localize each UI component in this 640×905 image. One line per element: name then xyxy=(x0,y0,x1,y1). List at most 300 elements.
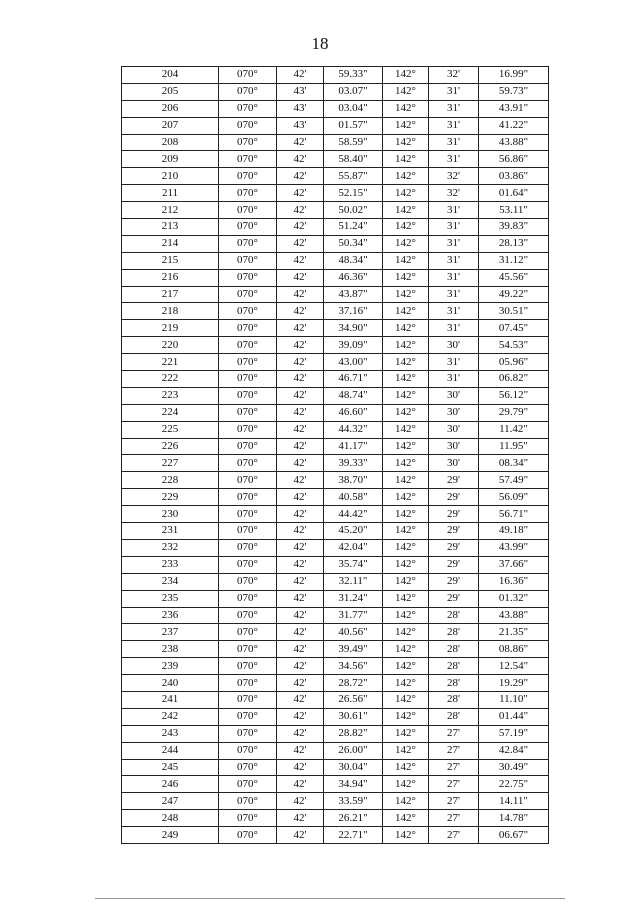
lat-minutes-cell: 42' xyxy=(277,320,324,337)
lat-seconds-cell: 46.71" xyxy=(324,371,383,388)
lon-seconds-cell: 57.19" xyxy=(479,725,549,742)
lon-minutes-cell: 29' xyxy=(429,539,479,556)
lon-degrees-cell: 142° xyxy=(383,421,429,438)
lat-seconds-cell: 30.61" xyxy=(324,708,383,725)
lat-seconds-cell: 46.60" xyxy=(324,404,383,421)
point-number-cell: 206 xyxy=(122,100,219,117)
lon-minutes-cell: 31' xyxy=(429,202,479,219)
table-row xyxy=(122,117,549,134)
table-row xyxy=(122,691,549,708)
lon-seconds-cell: 01.32" xyxy=(479,590,549,607)
lon-degrees-cell: 142° xyxy=(383,776,429,793)
lat-minutes-cell: 42' xyxy=(277,371,324,388)
lat-seconds-cell: 59.33" xyxy=(324,67,383,84)
lat-seconds-cell: 40.56" xyxy=(324,624,383,641)
lat-minutes-cell: 42' xyxy=(277,641,324,658)
lon-degrees-cell: 142° xyxy=(383,573,429,590)
lat-seconds-cell: 30.04" xyxy=(324,759,383,776)
lon-degrees-cell: 142° xyxy=(383,658,429,675)
lon-minutes-cell: 27' xyxy=(429,759,479,776)
point-number-cell: 214 xyxy=(122,235,219,252)
lat-seconds-cell: 51.24" xyxy=(324,219,383,236)
lon-seconds-cell: 53.11" xyxy=(479,202,549,219)
lat-seconds-cell: 34.56" xyxy=(324,658,383,675)
lat-degrees-cell: 070° xyxy=(219,252,277,269)
lat-degrees-cell: 070° xyxy=(219,691,277,708)
lat-degrees-cell: 070° xyxy=(219,354,277,371)
lon-minutes-cell: 31' xyxy=(429,320,479,337)
lat-degrees-cell: 070° xyxy=(219,523,277,540)
lon-minutes-cell: 29' xyxy=(429,523,479,540)
point-number-cell: 231 xyxy=(122,523,219,540)
lat-minutes-cell: 42' xyxy=(277,725,324,742)
lat-minutes-cell: 42' xyxy=(277,185,324,202)
lat-minutes-cell: 42' xyxy=(277,810,324,827)
table-row xyxy=(122,100,549,117)
lat-seconds-cell: 41.17" xyxy=(324,438,383,455)
lon-degrees-cell: 142° xyxy=(383,725,429,742)
lat-minutes-cell: 42' xyxy=(277,404,324,421)
table-row xyxy=(122,675,549,692)
lat-minutes-cell: 42' xyxy=(277,151,324,168)
point-number-cell: 240 xyxy=(122,675,219,692)
lon-degrees-cell: 142° xyxy=(383,387,429,404)
lat-degrees-cell: 070° xyxy=(219,269,277,286)
point-number-cell: 223 xyxy=(122,387,219,404)
lat-minutes-cell: 42' xyxy=(277,286,324,303)
lat-minutes-cell: 42' xyxy=(277,742,324,759)
lat-degrees-cell: 070° xyxy=(219,100,277,117)
lat-minutes-cell: 42' xyxy=(277,421,324,438)
lon-seconds-cell: 16.36" xyxy=(479,573,549,590)
point-number-cell: 211 xyxy=(122,185,219,202)
point-number-cell: 212 xyxy=(122,202,219,219)
lat-minutes-cell: 42' xyxy=(277,235,324,252)
lat-minutes-cell: 42' xyxy=(277,168,324,185)
lat-minutes-cell: 42' xyxy=(277,691,324,708)
lat-minutes-cell: 42' xyxy=(277,337,324,354)
coordinates-table xyxy=(121,66,549,844)
point-number-cell: 227 xyxy=(122,455,219,472)
lon-degrees-cell: 142° xyxy=(383,641,429,658)
lat-degrees-cell: 070° xyxy=(219,337,277,354)
table-row xyxy=(122,539,549,556)
table-row xyxy=(122,269,549,286)
lon-degrees-cell: 142° xyxy=(383,472,429,489)
lat-degrees-cell: 070° xyxy=(219,776,277,793)
point-number-cell: 219 xyxy=(122,320,219,337)
point-number-cell: 217 xyxy=(122,286,219,303)
point-number-cell: 210 xyxy=(122,168,219,185)
lon-degrees-cell: 142° xyxy=(383,675,429,692)
lat-minutes-cell: 42' xyxy=(277,134,324,151)
lat-minutes-cell: 42' xyxy=(277,590,324,607)
lat-degrees-cell: 070° xyxy=(219,708,277,725)
lat-degrees-cell: 070° xyxy=(219,168,277,185)
lat-degrees-cell: 070° xyxy=(219,371,277,388)
lat-minutes-cell: 42' xyxy=(277,219,324,236)
lon-seconds-cell: 01.64" xyxy=(479,185,549,202)
point-number-cell: 226 xyxy=(122,438,219,455)
lat-degrees-cell: 070° xyxy=(219,489,277,506)
lon-minutes-cell: 29' xyxy=(429,573,479,590)
lon-minutes-cell: 28' xyxy=(429,624,479,641)
lon-seconds-cell: 30.49" xyxy=(479,759,549,776)
point-number-cell: 236 xyxy=(122,607,219,624)
lat-minutes-cell: 42' xyxy=(277,455,324,472)
point-number-cell: 246 xyxy=(122,776,219,793)
lat-degrees-cell: 070° xyxy=(219,83,277,100)
lon-minutes-cell: 29' xyxy=(429,590,479,607)
lon-minutes-cell: 28' xyxy=(429,641,479,658)
lat-degrees-cell: 070° xyxy=(219,151,277,168)
lon-degrees-cell: 142° xyxy=(383,489,429,506)
lon-minutes-cell: 29' xyxy=(429,489,479,506)
lon-minutes-cell: 27' xyxy=(429,810,479,827)
lat-minutes-cell: 42' xyxy=(277,269,324,286)
lon-degrees-cell: 142° xyxy=(383,539,429,556)
lon-degrees-cell: 142° xyxy=(383,235,429,252)
lon-degrees-cell: 142° xyxy=(383,691,429,708)
lat-seconds-cell: 03.07" xyxy=(324,83,383,100)
table-row xyxy=(122,793,549,810)
lat-minutes-cell: 42' xyxy=(277,523,324,540)
lon-minutes-cell: 31' xyxy=(429,219,479,236)
point-number-cell: 248 xyxy=(122,810,219,827)
lat-minutes-cell: 43' xyxy=(277,83,324,100)
lat-minutes-cell: 42' xyxy=(277,759,324,776)
table-row xyxy=(122,607,549,624)
lat-degrees-cell: 070° xyxy=(219,185,277,202)
table-row xyxy=(122,472,549,489)
lon-minutes-cell: 28' xyxy=(429,691,479,708)
lat-seconds-cell: 44.32" xyxy=(324,421,383,438)
lon-degrees-cell: 142° xyxy=(383,607,429,624)
lat-minutes-cell: 42' xyxy=(277,489,324,506)
lon-degrees-cell: 142° xyxy=(383,320,429,337)
lon-seconds-cell: 14.78" xyxy=(479,810,549,827)
lon-degrees-cell: 142° xyxy=(383,742,429,759)
bottom-rule xyxy=(95,898,565,899)
lat-seconds-cell: 43.87" xyxy=(324,286,383,303)
point-number-cell: 208 xyxy=(122,134,219,151)
lon-degrees-cell: 142° xyxy=(383,404,429,421)
lon-degrees-cell: 142° xyxy=(383,455,429,472)
point-number-cell: 216 xyxy=(122,269,219,286)
lat-seconds-cell: 38.70" xyxy=(324,472,383,489)
lon-minutes-cell: 28' xyxy=(429,658,479,675)
table-row xyxy=(122,252,549,269)
lon-seconds-cell: 56.12" xyxy=(479,387,549,404)
table-row xyxy=(122,67,549,84)
lat-minutes-cell: 42' xyxy=(277,438,324,455)
lon-degrees-cell: 142° xyxy=(383,151,429,168)
lat-minutes-cell: 42' xyxy=(277,303,324,320)
lon-seconds-cell: 43.88" xyxy=(479,134,549,151)
point-number-cell: 225 xyxy=(122,421,219,438)
lon-minutes-cell: 31' xyxy=(429,100,479,117)
point-number-cell: 229 xyxy=(122,489,219,506)
lon-minutes-cell: 30' xyxy=(429,438,479,455)
point-number-cell: 233 xyxy=(122,556,219,573)
table-row xyxy=(122,151,549,168)
point-number-cell: 218 xyxy=(122,303,219,320)
table-row xyxy=(122,742,549,759)
table-row xyxy=(122,303,549,320)
lon-degrees-cell: 142° xyxy=(383,83,429,100)
lat-degrees-cell: 070° xyxy=(219,658,277,675)
lat-degrees-cell: 070° xyxy=(219,117,277,134)
lat-degrees-cell: 070° xyxy=(219,759,277,776)
lon-seconds-cell: 11.42" xyxy=(479,421,549,438)
lat-seconds-cell: 28.82" xyxy=(324,725,383,742)
lon-seconds-cell: 06.82" xyxy=(479,371,549,388)
lon-minutes-cell: 29' xyxy=(429,556,479,573)
point-number-cell: 234 xyxy=(122,573,219,590)
lat-seconds-cell: 26.56" xyxy=(324,691,383,708)
table-row xyxy=(122,219,549,236)
table-row xyxy=(122,83,549,100)
table-row xyxy=(122,421,549,438)
lat-minutes-cell: 42' xyxy=(277,776,324,793)
lat-degrees-cell: 070° xyxy=(219,725,277,742)
table-row xyxy=(122,776,549,793)
lon-minutes-cell: 31' xyxy=(429,117,479,134)
lon-seconds-cell: 28.13" xyxy=(479,235,549,252)
lon-degrees-cell: 142° xyxy=(383,810,429,827)
table-row xyxy=(122,590,549,607)
lat-degrees-cell: 070° xyxy=(219,793,277,810)
lon-minutes-cell: 29' xyxy=(429,506,479,523)
lat-degrees-cell: 070° xyxy=(219,506,277,523)
lat-degrees-cell: 070° xyxy=(219,472,277,489)
lon-seconds-cell: 05.96" xyxy=(479,354,549,371)
lat-degrees-cell: 070° xyxy=(219,134,277,151)
lat-seconds-cell: 48.34" xyxy=(324,252,383,269)
lon-degrees-cell: 142° xyxy=(383,590,429,607)
lon-seconds-cell: 56.71" xyxy=(479,506,549,523)
lon-seconds-cell: 57.49" xyxy=(479,472,549,489)
lat-degrees-cell: 070° xyxy=(219,675,277,692)
lon-minutes-cell: 32' xyxy=(429,168,479,185)
lon-minutes-cell: 30' xyxy=(429,421,479,438)
lon-seconds-cell: 43.91" xyxy=(479,100,549,117)
point-number-cell: 235 xyxy=(122,590,219,607)
lon-minutes-cell: 30' xyxy=(429,387,479,404)
lat-seconds-cell: 03.04" xyxy=(324,100,383,117)
lat-degrees-cell: 070° xyxy=(219,455,277,472)
point-number-cell: 221 xyxy=(122,354,219,371)
lon-seconds-cell: 43.99" xyxy=(479,539,549,556)
lat-minutes-cell: 42' xyxy=(277,573,324,590)
lat-seconds-cell: 33.59" xyxy=(324,793,383,810)
lat-degrees-cell: 070° xyxy=(219,641,277,658)
lat-degrees-cell: 070° xyxy=(219,810,277,827)
lat-minutes-cell: 42' xyxy=(277,827,324,844)
lat-degrees-cell: 070° xyxy=(219,235,277,252)
lon-minutes-cell: 32' xyxy=(429,185,479,202)
lon-seconds-cell: 56.86" xyxy=(479,151,549,168)
lon-seconds-cell: 43.88" xyxy=(479,607,549,624)
lon-seconds-cell: 29.79" xyxy=(479,404,549,421)
point-number-cell: 222 xyxy=(122,371,219,388)
lat-minutes-cell: 42' xyxy=(277,708,324,725)
lat-seconds-cell: 32.11" xyxy=(324,573,383,590)
lon-seconds-cell: 30.51" xyxy=(479,303,549,320)
lat-degrees-cell: 070° xyxy=(219,573,277,590)
lon-degrees-cell: 142° xyxy=(383,523,429,540)
lon-degrees-cell: 142° xyxy=(383,759,429,776)
lat-seconds-cell: 37.16" xyxy=(324,303,383,320)
table-row xyxy=(122,624,549,641)
lon-seconds-cell: 21.35" xyxy=(479,624,549,641)
lon-seconds-cell: 56.09" xyxy=(479,489,549,506)
lon-seconds-cell: 22.75" xyxy=(479,776,549,793)
table-row xyxy=(122,185,549,202)
lon-seconds-cell: 08.86" xyxy=(479,641,549,658)
lon-minutes-cell: 27' xyxy=(429,793,479,810)
lon-degrees-cell: 142° xyxy=(383,708,429,725)
table-row xyxy=(122,354,549,371)
point-number-cell: 244 xyxy=(122,742,219,759)
lon-minutes-cell: 31' xyxy=(429,371,479,388)
lon-degrees-cell: 142° xyxy=(383,185,429,202)
lon-minutes-cell: 30' xyxy=(429,455,479,472)
lat-seconds-cell: 34.94" xyxy=(324,776,383,793)
lon-minutes-cell: 30' xyxy=(429,337,479,354)
page-number: 18 xyxy=(311,34,329,53)
lon-degrees-cell: 142° xyxy=(383,67,429,84)
lat-degrees-cell: 070° xyxy=(219,202,277,219)
lon-seconds-cell: 49.18" xyxy=(479,523,549,540)
lon-seconds-cell: 19.29" xyxy=(479,675,549,692)
lat-seconds-cell: 39.09" xyxy=(324,337,383,354)
lon-minutes-cell: 31' xyxy=(429,354,479,371)
lon-seconds-cell: 14.11" xyxy=(479,793,549,810)
point-number-cell: 249 xyxy=(122,827,219,844)
lat-seconds-cell: 44.42" xyxy=(324,506,383,523)
point-number-cell: 209 xyxy=(122,151,219,168)
lat-seconds-cell: 39.33" xyxy=(324,455,383,472)
lat-seconds-cell: 45.20" xyxy=(324,523,383,540)
point-number-cell: 207 xyxy=(122,117,219,134)
lon-minutes-cell: 28' xyxy=(429,607,479,624)
lon-seconds-cell: 01.44" xyxy=(479,708,549,725)
point-number-cell: 243 xyxy=(122,725,219,742)
lon-seconds-cell: 59.73" xyxy=(479,83,549,100)
table-row xyxy=(122,759,549,776)
lon-seconds-cell: 11.10" xyxy=(479,691,549,708)
table-row xyxy=(122,337,549,354)
point-number-cell: 239 xyxy=(122,658,219,675)
lon-degrees-cell: 142° xyxy=(383,337,429,354)
lat-seconds-cell: 01.57" xyxy=(324,117,383,134)
lat-seconds-cell: 26.21" xyxy=(324,810,383,827)
table-row xyxy=(122,404,549,421)
lat-degrees-cell: 070° xyxy=(219,624,277,641)
lon-degrees-cell: 142° xyxy=(383,556,429,573)
table-row xyxy=(122,489,549,506)
lon-minutes-cell: 31' xyxy=(429,235,479,252)
lat-seconds-cell: 28.72" xyxy=(324,675,383,692)
lat-seconds-cell: 48.74" xyxy=(324,387,383,404)
lon-degrees-cell: 142° xyxy=(383,219,429,236)
point-number-cell: 242 xyxy=(122,708,219,725)
lon-minutes-cell: 30' xyxy=(429,404,479,421)
lon-seconds-cell: 16.99" xyxy=(479,67,549,84)
lat-minutes-cell: 42' xyxy=(277,624,324,641)
point-number-cell: 241 xyxy=(122,691,219,708)
table-row xyxy=(122,827,549,844)
lon-degrees-cell: 142° xyxy=(383,354,429,371)
lat-degrees-cell: 070° xyxy=(219,590,277,607)
point-number-cell: 213 xyxy=(122,219,219,236)
lat-seconds-cell: 34.90" xyxy=(324,320,383,337)
lon-degrees-cell: 142° xyxy=(383,506,429,523)
table-row xyxy=(122,641,549,658)
table-row xyxy=(122,506,549,523)
table-row xyxy=(122,387,549,404)
lat-minutes-cell: 42' xyxy=(277,556,324,573)
table-row xyxy=(122,438,549,455)
lon-seconds-cell: 31.12" xyxy=(479,252,549,269)
table-row xyxy=(122,371,549,388)
point-number-cell: 230 xyxy=(122,506,219,523)
lat-seconds-cell: 42.04" xyxy=(324,539,383,556)
lat-degrees-cell: 070° xyxy=(219,320,277,337)
table-row xyxy=(122,556,549,573)
lon-degrees-cell: 142° xyxy=(383,371,429,388)
point-number-cell: 247 xyxy=(122,793,219,810)
lat-degrees-cell: 070° xyxy=(219,286,277,303)
lon-minutes-cell: 28' xyxy=(429,708,479,725)
lat-degrees-cell: 070° xyxy=(219,421,277,438)
table-row xyxy=(122,168,549,185)
lon-seconds-cell: 11.95" xyxy=(479,438,549,455)
lon-minutes-cell: 29' xyxy=(429,472,479,489)
lon-seconds-cell: 06.67" xyxy=(479,827,549,844)
table-row xyxy=(122,573,549,590)
lat-seconds-cell: 55.87" xyxy=(324,168,383,185)
lat-seconds-cell: 40.58" xyxy=(324,489,383,506)
lat-degrees-cell: 070° xyxy=(219,404,277,421)
lat-seconds-cell: 50.02" xyxy=(324,202,383,219)
lat-minutes-cell: 42' xyxy=(277,387,324,404)
lat-minutes-cell: 42' xyxy=(277,67,324,84)
lat-seconds-cell: 50.34" xyxy=(324,235,383,252)
table-row xyxy=(122,455,549,472)
lat-seconds-cell: 35.74" xyxy=(324,556,383,573)
table-row xyxy=(122,202,549,219)
lat-seconds-cell: 31.24" xyxy=(324,590,383,607)
lon-seconds-cell: 54.53" xyxy=(479,337,549,354)
lon-seconds-cell: 07.45" xyxy=(479,320,549,337)
point-number-cell: 204 xyxy=(122,67,219,84)
point-number-cell: 224 xyxy=(122,404,219,421)
table-row xyxy=(122,134,549,151)
lat-seconds-cell: 58.40" xyxy=(324,151,383,168)
lat-degrees-cell: 070° xyxy=(219,827,277,844)
lon-minutes-cell: 31' xyxy=(429,83,479,100)
lon-seconds-cell: 08.34" xyxy=(479,455,549,472)
lat-minutes-cell: 43' xyxy=(277,117,324,134)
lon-degrees-cell: 142° xyxy=(383,252,429,269)
lon-minutes-cell: 31' xyxy=(429,269,479,286)
lat-seconds-cell: 58.59" xyxy=(324,134,383,151)
lon-seconds-cell: 12.54" xyxy=(479,658,549,675)
lat-degrees-cell: 070° xyxy=(219,539,277,556)
lat-seconds-cell: 31.77" xyxy=(324,607,383,624)
